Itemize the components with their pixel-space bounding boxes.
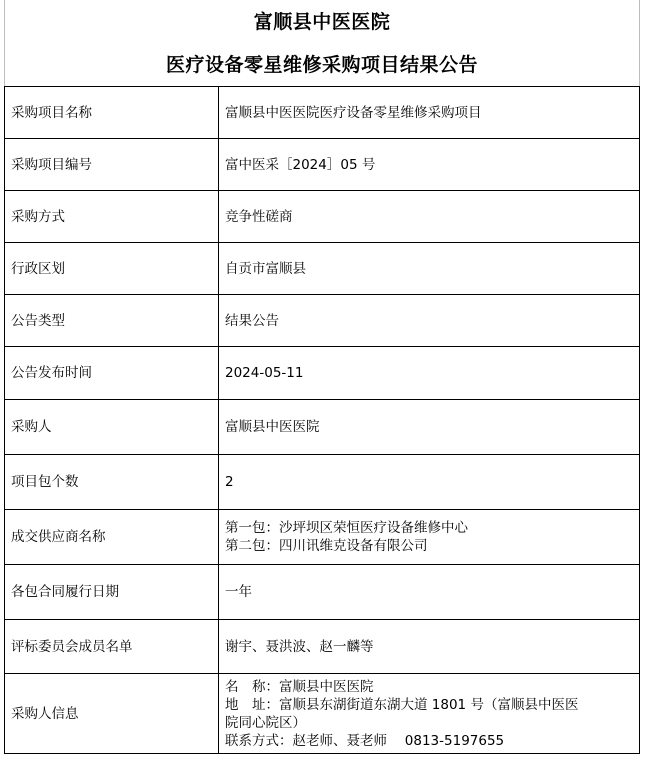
table-row bbox=[5, 87, 640, 139]
announcement-title: 医疗设备零星维修采购项目结果公告 bbox=[165, 54, 478, 76]
table-row bbox=[5, 455, 640, 510]
table-row bbox=[5, 347, 640, 400]
row-value: 结果公告 bbox=[219, 295, 640, 347]
buyer-address-line: 地 址：富顺县东湖街道东湖大道 1801 号（富顺县中医医 bbox=[225, 696, 579, 713]
buyer-contact-line: 联系方式：赵老师、聂老师 0813-5197655 bbox=[225, 732, 505, 749]
buyer-name-line: 名 称：富顺县中医医院 bbox=[225, 678, 374, 695]
row-value: 富中医采［2024］05 号 bbox=[219, 139, 640, 191]
table-row bbox=[5, 620, 640, 674]
row-value: 竞争性磋商 bbox=[219, 191, 640, 243]
row-label: 采购项目编号 bbox=[5, 139, 219, 191]
row-value: 自贡市富顺县 bbox=[219, 243, 640, 295]
row-label: 成交供应商名称 bbox=[5, 510, 219, 565]
row-value: 谢宇、聂洪波、赵一麟等 bbox=[219, 620, 640, 674]
supplier-line: 第二包：四川讯维克设备有限公司 bbox=[225, 538, 428, 554]
row-value: 2024-05-11 bbox=[219, 347, 640, 400]
hospital-title: 富顺县中医医院 bbox=[253, 11, 391, 33]
row-label: 采购人 bbox=[5, 400, 219, 455]
row-value: 一年 bbox=[219, 565, 640, 620]
row-label: 行政区划 bbox=[5, 243, 219, 295]
table-row bbox=[5, 243, 640, 295]
buyer-address-line: 院同心院区） bbox=[225, 714, 306, 731]
table-row bbox=[5, 295, 640, 347]
table-row bbox=[5, 139, 640, 191]
row-value bbox=[219, 510, 640, 565]
row-label: 公告发布时间 bbox=[5, 347, 219, 400]
row-value: 2 bbox=[219, 455, 640, 510]
table-row bbox=[5, 191, 640, 243]
row-label: 公告类型 bbox=[5, 295, 219, 347]
row-label: 采购项目名称 bbox=[5, 87, 219, 139]
row-label: 项目包个数 bbox=[5, 455, 219, 510]
table-row bbox=[5, 400, 640, 455]
row-label: 采购人信息 bbox=[5, 674, 219, 754]
announcement-header bbox=[4, 0, 640, 87]
table-row bbox=[5, 565, 640, 620]
row-value: 富顺县中医医院 bbox=[219, 400, 640, 455]
row-value bbox=[219, 674, 640, 754]
table-row bbox=[5, 674, 640, 754]
row-label: 评标委员会成员名单 bbox=[5, 620, 219, 674]
row-label: 各包合同履行日期 bbox=[5, 565, 219, 620]
row-value: 富顺县中医医院医疗设备零星维修采购项目 bbox=[219, 87, 640, 139]
announcement-table bbox=[4, 86, 640, 754]
supplier-line: 第一包：沙坪坝区荣恒医疗设备维修中心 bbox=[225, 520, 468, 536]
row-label: 采购方式 bbox=[5, 191, 219, 243]
table-row bbox=[5, 510, 640, 565]
